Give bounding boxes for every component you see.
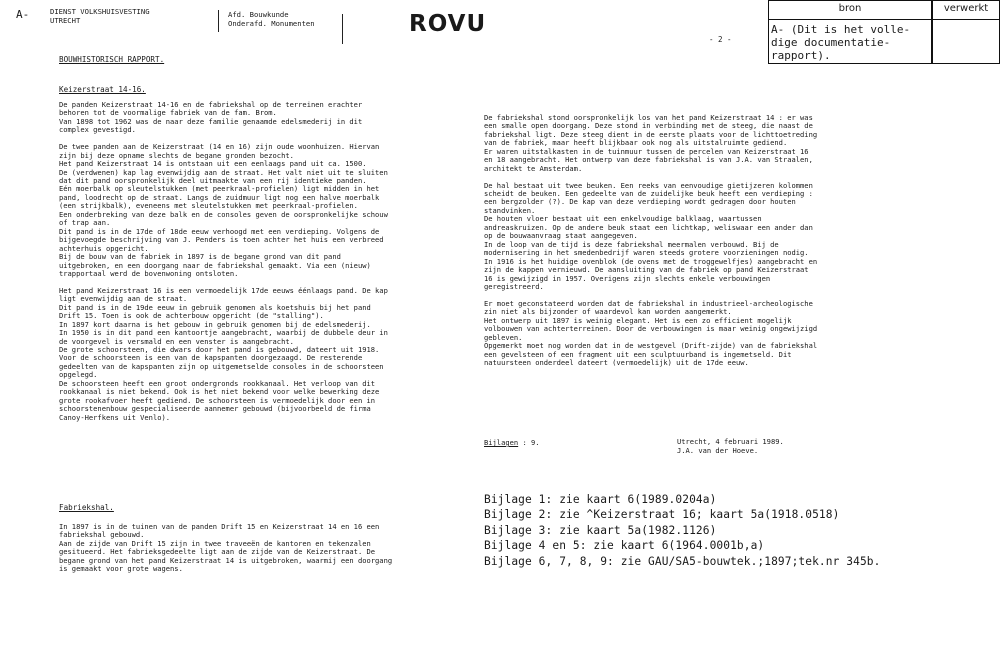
source-column-header: bron xyxy=(838,3,862,14)
handwritten-annex-list xyxy=(484,492,880,569)
annex-line: Bijlage 2: zie ^Keizerstraat 16; kaart 5a(1918.0518) xyxy=(484,508,840,522)
paragraph: De hal bestaat uit twee beuken. Een reeks van eenvoudige gietijzeren kolommen scheidt de beuken. Een gedeelte van de zuidelijke beuk heeft een verdieping : een bergzolder (?). De kap van deze verdieping wordt gedragen door houten standvinken. De houten vloer bestaat uit een enkelvoudige balklaag, waartussen andreaskruizen. Op de andere beuk staat een lichtkap, weliswaar een ander dan op de bouwaanvraag staat aangegeven. In de loop van de tijd is deze fabriekshal meermalen verbouwd. Bij de modernisering in het smedenbedrijf waren steeds grotere voorzieningen nodig. In 1916 is het huidige ovenblok (de ovens met de troggewelfjes) aangebracht en zijn de kappen vernieuwd. De aansluiting van de fabriek op pand Keizerstraat 16 is gewijzigd in 1957. Overigens zijn slechts enkele verbouwingen geregistreerd. xyxy=(484,180,818,291)
left-text-column-2 xyxy=(59,523,459,582)
department-name: Afd. Bouwkunde xyxy=(228,10,289,19)
page-number: - 2 - xyxy=(709,35,732,44)
organization-name: DIENST VOLKSHUISVESTING xyxy=(50,7,150,16)
paragraph: In 1897 is in de tuinen van de panden Drift 15 en Keizerstraat 14 en 16 een fabriekshal gebouwd. Aan de zijde van Drift 15 zijn in twee traveeën de kantoren en tekenzalen gesitueerd. Het fabrieksgedeelte ligt aan de zijde van de Keizerstraat. De begane grond van het pand Keizerstraat 14 is uitgebroken, waarmij een doorgang is gemaakt voor grote wagens. xyxy=(59,522,393,574)
handwritten-source-note: A- (Dit is het volle- dige documentatie- rapport). xyxy=(771,23,911,62)
signature-block: Utrecht, 4 februari 1989. J.A. van der Hoeve. xyxy=(677,437,784,455)
attachments-line xyxy=(484,438,540,447)
attachments-count: : 9. xyxy=(522,438,540,447)
department-block xyxy=(228,10,315,28)
processed-column-header: verwerkt xyxy=(943,3,989,14)
paragraph: De fabriekshal stond oorspronkelijk los van het pand Keizerstraat 14 : er was een smalle open doorgang. Deze stond in verbinding met de steeg, die naast de fabriekshal ligt. Deze steeg dient in de eerste plaats voor de lichttoetreding van de fabriek, maar heeft blijkbaar ook nog als uitstalruimte gediend. Er waren uitstalkasten in de tuinmuur tussen de percelen van Keizerstraat 16 en 18 aangebracht. Het ontwerp van deze fabriekshal is van J.A. van Straalen, architekt te Amsterdam. xyxy=(484,113,818,173)
annex-line: Bijlage 4 en 5: zie kaart 6(1964.0001b,a) xyxy=(484,539,765,553)
box-header-rule xyxy=(769,19,999,20)
section-title-fabriekshal: Fabriekshal. xyxy=(59,503,114,512)
left-text-column xyxy=(59,101,459,430)
rovu-logo: ROVU xyxy=(409,11,487,37)
subdepartment-name: Onderafd. Monumenten xyxy=(228,19,315,28)
report-title: BOUWHISTORISCH RAPPORT. xyxy=(59,55,165,64)
organization-city: UTRECHT xyxy=(50,16,81,25)
attachments-label: Bijlagen xyxy=(484,438,519,447)
right-text-column xyxy=(484,114,924,376)
source-processed-box xyxy=(768,0,1000,64)
annex-line: Bijlage 1: zie kaart 6(1989.0204a) xyxy=(484,493,717,506)
paragraph: De panden Keizerstraat 14-16 en de fabriekshal op de terreinen erachter behoren tot de voormalige fabriek van de fam. Brom. Van 1898 tot 1962 was de naar deze familie genaamde edelsmederij in dit complex gevestigd. xyxy=(59,100,363,135)
margin-mark: A- xyxy=(16,8,30,21)
header-divider-left xyxy=(218,10,219,32)
section-title-keizerstraat: Keizerstraat 14-16. xyxy=(59,85,146,94)
annex-line: Bijlage 6, 7, 8, 9: zie GAU/SA5-bouwtek.;1897;tek.nr 345b. xyxy=(484,554,881,568)
paragraph: Het pand Keizerstraat 16 is een vermoedelijk 17de eeuws éénlaags pand. De kap ligt evenwijdig aan de straat. Dit pand is in de 19de eeuw in gebruik genomen als koetshuis bij het pand Drift 15. Toen is ook de achterbouw opgericht (de "stalling"). In 1897 kort daarna is het gebouw in gebruik genomen bij de edelsmederij. In 1950 is in dit pand een kantoortje aangebracht, waarbij de dubbele deur in de voorgevel is versmald en een venster is aangebracht. De grote schoorsteen, die dwars door het pand is gebouwd, dateert uit 1918. Voor de schoorsteen is een van de kapspanten doorgezaagd. De resterende gedeelten van de kapspanten zijn op uitgemetselde consoles in de schoorsteen opgelegd. De schoorsteen heeft een groot ondergronds rookkanaal. Het verloop van dit rookkanaal is niet bekend. Ook is het niet bekend voor welke bewerking deze grote rookafvoer heeft gediend. De schoorsteen is vermoedelijk door een in schoorstenenbouw gespecialiseerde aannemer gebouwd (bijvoorbeeld de firma Canoy-Herfkens uit Venlo). xyxy=(59,285,388,422)
annex-line: Bijlage 3: zie kaart 5a(1982.1126) xyxy=(484,523,717,537)
header-divider-right xyxy=(342,14,343,44)
paragraph: Er moet geconstateerd worden dat de fabriekshal in industrieel-archeologische zin niet als bijzonder of waardevol kan worden aangemerkt. Het ontwerp uit 1897 is weinig elegant. Het is een zo efficient mogelijk volbouwen van achterterreinen. Door de verbouwingen is maar weinig ongewijzigd gebleven. Opgemerkt moet nog worden dat in de westgevel (Drift-zijde) van de fabriekshal een gevelsteen of een fragment uit een sculptuurband is ingemetseld. Dit natuursteen onderdeel dateert (vermoedelijk) uit de 17de eeuw. xyxy=(484,298,818,368)
organization-block xyxy=(50,7,150,25)
paragraph: De twee panden aan de Keizerstraat (14 en 16) zijn oude woonhuizen. Hiervan zijn bij deze opname slechts de begane gronden bezocht. Het pand Keizerstraat 14 is ontstaan uit een eenlaags pand uit ca. 1500. De (verdwenen) kap lag evenwijdig aan de straat. Het valt niet uit te sluiten dat dit pand oorspronkelijk deel uitmaakte van een rij identieke panden. Eén moerbalk op sleutelstukken (met peerkraal-profielen) ligt midden in het pand, loodrecht op de straat. Langs de zuidmuur ligt nog een halve moerbalk (een strijkbalk), eveneens met sleutelstukken met peerkraal-profielen. Een onderbreking van deze balk en de consoles geven de oorspronkelijke schouw of trap aan. Dit pand is in de 17de of 18de eeuw verhoogd met een verdieping. Volgens de bijgevoegde beschrijving van J. Penders is toen achter het huis een verbreed achterhuis opgericht. Bij de bouw van de fabriek in 1897 is de begane grond van dit pand uitgebroken, en een doorgang naar de fabriekshal gemaakt. Via een (nieuw) trapportaal werd de bovenwoning ontsloten. xyxy=(59,142,388,278)
